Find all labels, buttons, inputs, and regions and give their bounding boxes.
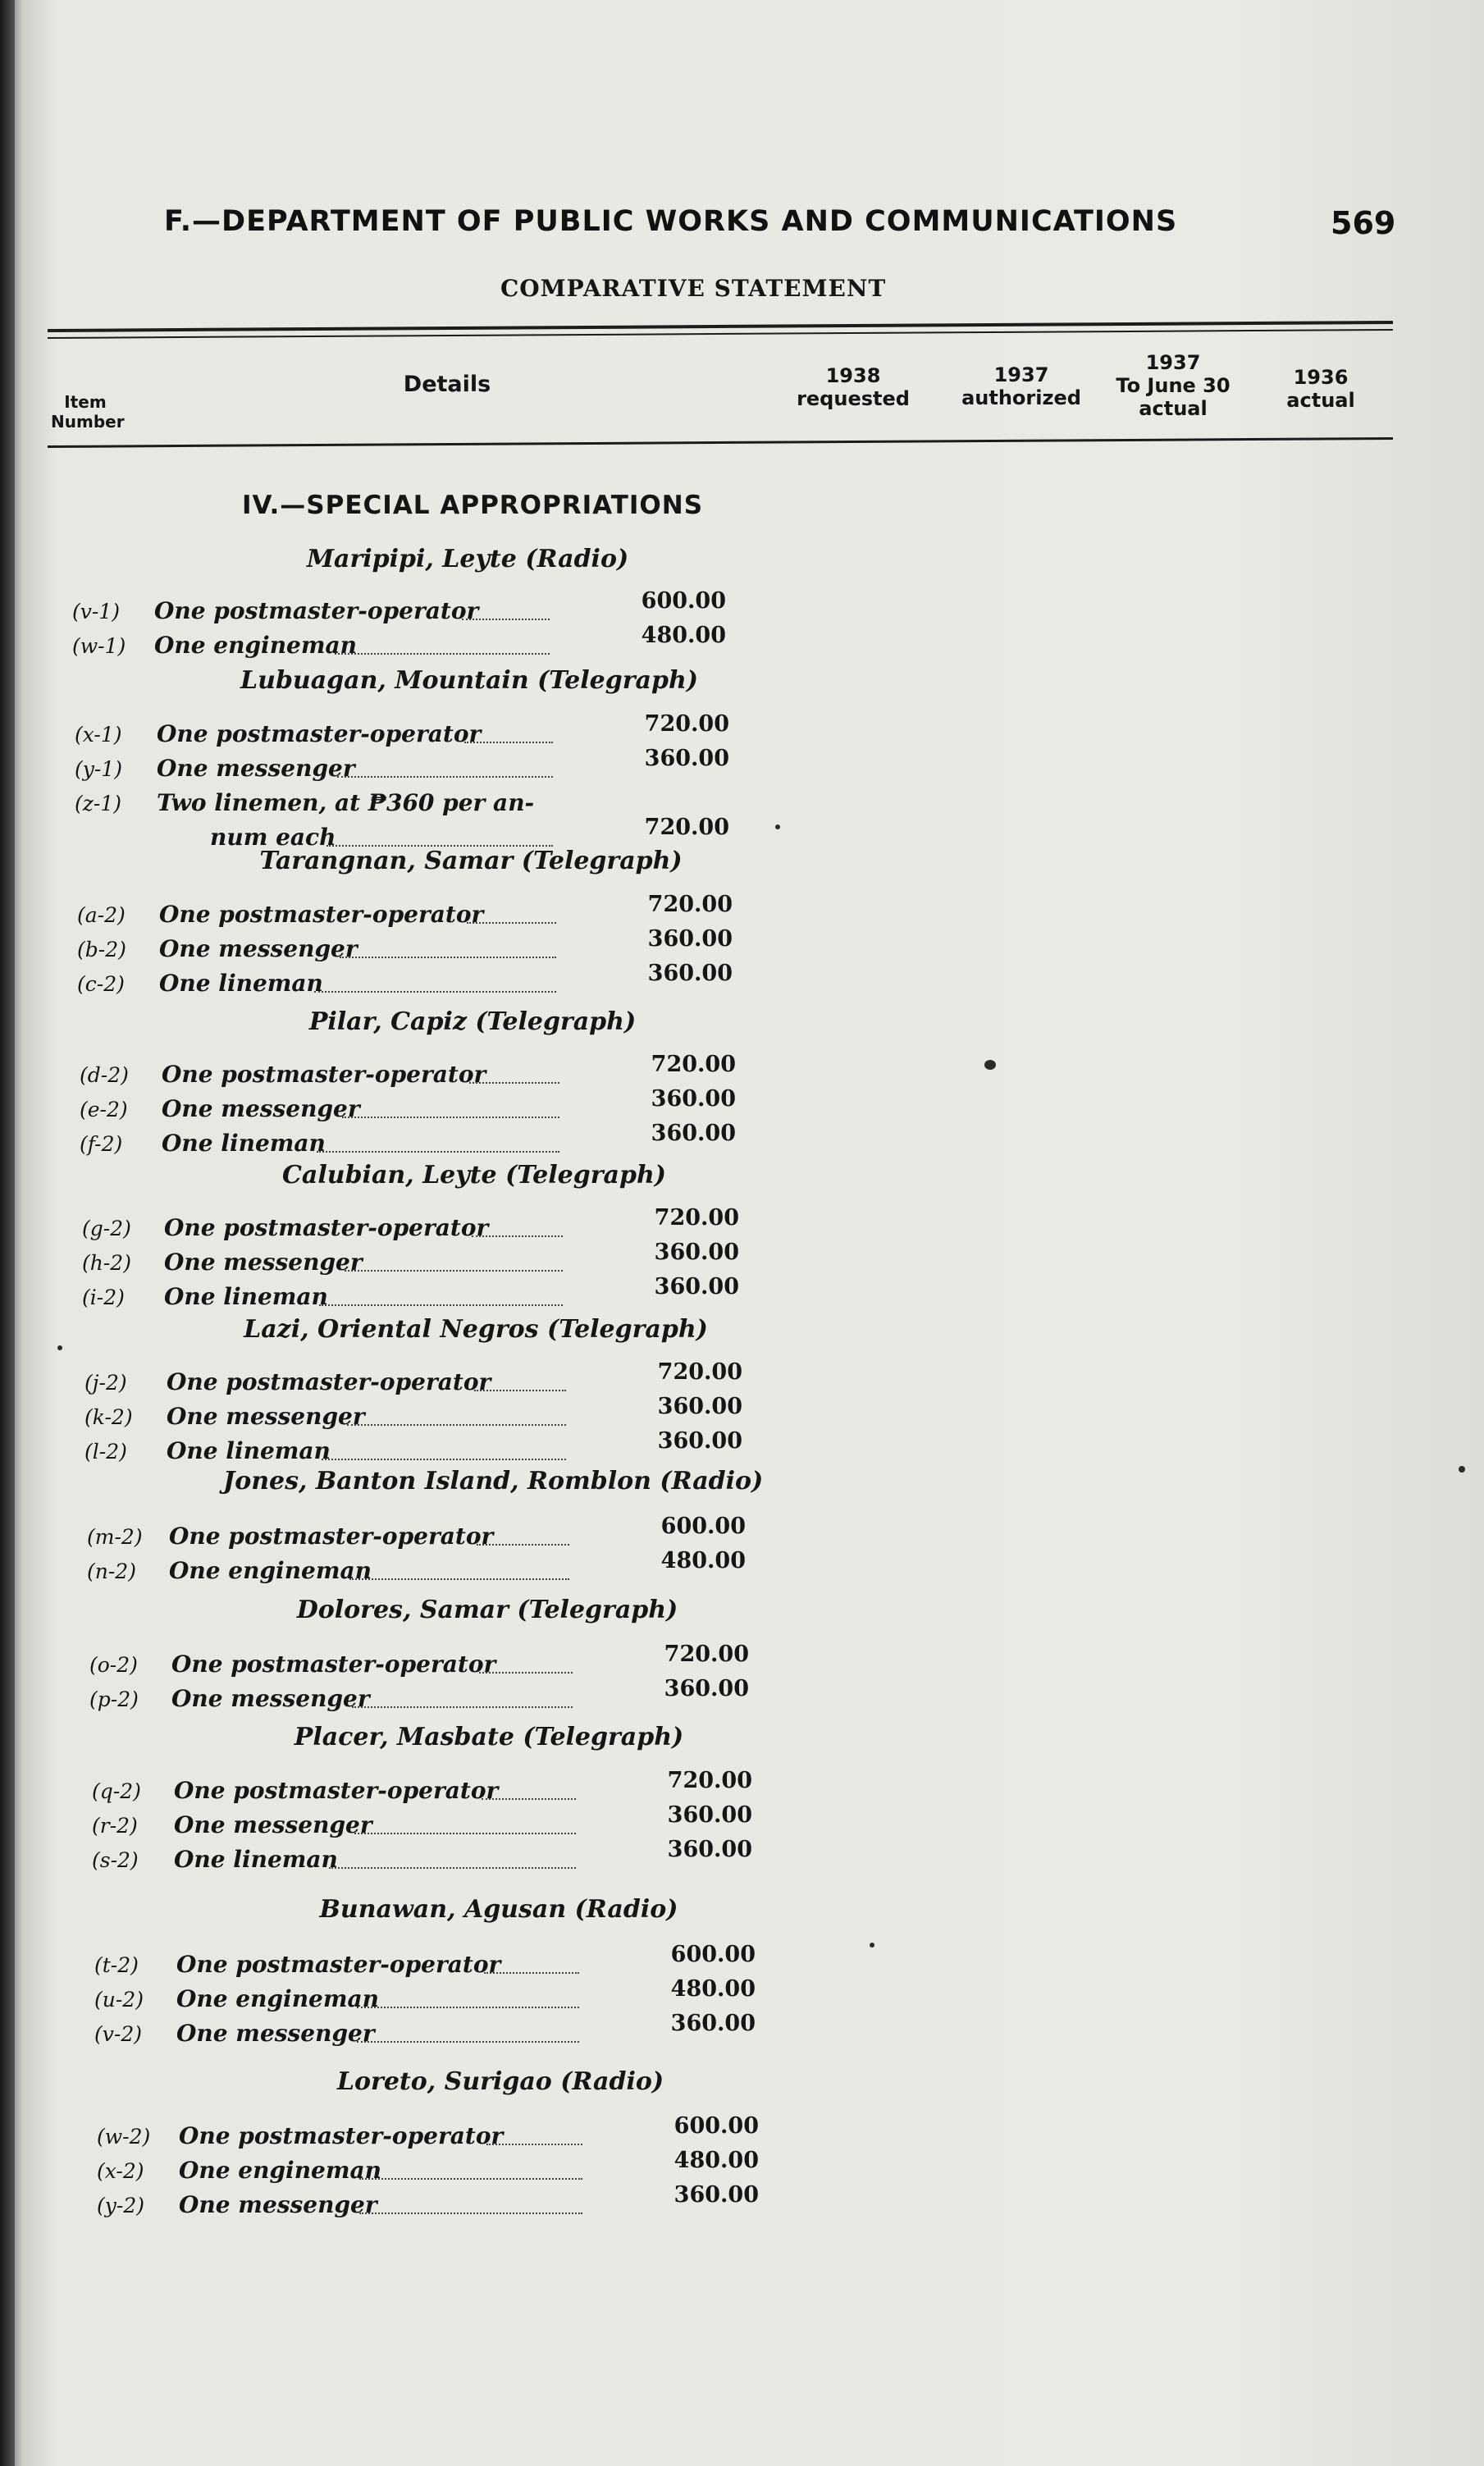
item-code: (t-2) [94,1953,139,1977]
book-spine-shadow [0,0,15,2466]
item-description: One messenger [164,1249,363,1276]
item-description: One postmaster-operator [164,1214,489,1241]
page-number: 569 [1331,205,1396,241]
item-code: (v-1) [72,600,120,623]
ink-speck [775,824,780,829]
amount-1938-requested: 360.00 [667,1837,752,1862]
appropriation-row [84,1403,365,1431]
leader-dots [474,1388,567,1391]
ink-speck [984,1060,996,1070]
appropriation-row [82,1283,328,1311]
location-name: Placer, Masbate [294,1723,514,1751]
column-header-1937-authorized: 1937 authorized [961,363,1081,409]
location-name: Loreto, Surigao [336,2067,552,2096]
amount-1938-requested: 600.00 [641,588,726,614]
ink-speck [57,1345,62,1350]
item-code: (x-1) [75,723,122,747]
location-name: Dolores, Samar [296,1596,509,1624]
leader-dots [464,740,554,743]
appropriation-row [82,1214,488,1242]
page-title: F.—DEPARTMENT OF PUBLIC WORKS AND COMMUNICATIONS [164,205,1178,238]
item-code: (b-2) [77,938,126,961]
item-code: (x-2) [97,2159,144,2183]
item-description: One messenger [167,1403,365,1430]
ink-speck [1459,1466,1465,1473]
item-code: (w-2) [97,2125,151,2149]
location-name: Lubuagan, Mountain [240,666,529,695]
amount-1938-requested: 600.00 [674,2113,759,2139]
leader-dots [462,617,550,620]
item-code: (s-2) [92,1848,139,1872]
leader-dots [486,2142,583,2145]
ink-speck [870,1943,874,1948]
leader-dots [319,1303,564,1306]
amount-1938-requested: 360.00 [654,1240,739,1265]
appropriation-row [97,2122,503,2150]
appropriation-row [77,935,358,963]
appropriation-row [94,1985,379,2013]
amount-1938-requested: 360.00 [647,961,733,986]
amount-1938-requested: 720.00 [657,1359,742,1385]
item-code: (h-2) [82,1251,131,1275]
item-code: (y-2) [97,2194,144,2217]
column-header-1938-requested: 1938 requested [797,364,910,410]
appropriation-row [80,1095,360,1123]
leader-dots [359,2176,583,2180]
amount-1938-requested: 720.00 [667,1768,752,1793]
amount-1938-requested: 360.00 [654,1274,739,1299]
column-header-item-number: Item Number [51,392,125,432]
location-name: Pilar, Capiz [308,1007,467,1036]
location-heading [212,1161,737,1190]
location-heading [210,1007,735,1036]
amount-1938-requested: 720.00 [651,1052,736,1077]
item-code: (e-2) [80,1098,128,1121]
item-description: One lineman [159,970,323,997]
amount-1938-requested: 480.00 [660,1548,746,1573]
item-code: (v-2) [94,2022,142,2046]
item-description: One lineman [162,1130,326,1157]
appropriation-row [97,2191,377,2219]
item-code: (d-2) [80,1063,129,1087]
item-description: One lineman [174,1846,338,1873]
leader-dots [357,2039,580,2043]
amount-1938-requested: 360.00 [644,746,729,771]
item-description: One postmaster-operator [159,901,484,928]
location-heading [225,1596,750,1624]
item-description: One postmaster-operator [171,1651,496,1678]
amount-1938-requested: 480.00 [641,623,726,648]
amount-1938-requested: 480.00 [674,2148,759,2173]
leader-dots [342,1115,560,1118]
leader-dots [469,1080,560,1084]
appropriation-row [84,1368,491,1396]
item-description: One messenger [162,1095,360,1122]
amount-1938-requested: 360.00 [664,1676,749,1701]
item-description: One messenger [179,2191,377,2218]
leader-dots [484,1971,580,1974]
location-heading [205,545,730,573]
item-code: (m-2) [87,1525,143,1549]
item-description: One engineman [176,1985,379,2012]
leader-dots [359,2211,583,2214]
item-description: One messenger [176,2020,375,2047]
leader-dots [349,1577,570,1580]
item-description: One postmaster-operator [162,1061,486,1088]
amount-1938-requested: 360.00 [667,1802,752,1828]
amount-1938-requested: 360.00 [674,2182,759,2208]
item-code: (u-2) [94,1988,144,2012]
location-name: Bunawan, Agusan [319,1895,567,1924]
leader-dots [477,1542,570,1546]
location-heading [223,1467,764,1496]
item-description: One messenger [174,1811,372,1838]
amount-1938-requested: 600.00 [670,1942,756,1967]
item-code: (y-1) [75,757,122,781]
location-name: Lazi, Oriental Negros [244,1315,539,1344]
amount-1938-requested: 720.00 [664,1642,749,1667]
item-description: One postmaster-operator [174,1777,499,1804]
item-code: (a-2) [77,903,126,927]
item-code: (f-2) [80,1132,123,1156]
location-heading [236,1895,761,1924]
appropriation-row [80,1061,486,1089]
appropriation-row [89,1651,495,1678]
leader-dots [357,2005,580,2008]
item-description: One engineman [179,2157,381,2184]
item-code: (j-2) [84,1371,127,1395]
location-heading [213,1315,738,1344]
appropriation-row [75,720,481,748]
appropriation-row [77,901,483,929]
item-description: One lineman [167,1437,331,1464]
item-description: One postmaster-operator [167,1368,491,1395]
station-type: (Radio) [560,2067,664,2096]
leader-dots [472,1234,564,1237]
leader-dots [335,651,550,655]
leader-dots [322,1457,567,1460]
item-description: One postmaster-operator [179,2122,504,2149]
appropriation-row [80,1130,326,1158]
appropriation-row [72,632,357,660]
item-description: One postmaster-operator [176,1951,501,1978]
item-description: One messenger [159,935,358,962]
header-rule-bottom [48,437,1393,448]
item-description: One lineman [164,1283,328,1310]
amount-1938-requested: 720.00 [654,1205,739,1231]
item-code: (l-2) [84,1440,127,1464]
item-description: One postmaster-operator [169,1523,494,1550]
column-header-details: Details [403,372,491,397]
amount-1938-requested: 360.00 [670,2011,756,2036]
leader-dots [340,955,557,958]
amount-1938-requested: 360.00 [647,926,733,952]
item-code: (k-2) [84,1405,133,1429]
amount-1938-requested: 480.00 [670,1976,756,2002]
amount-1938-requested: 720.00 [647,892,733,917]
leader-dots [317,1149,560,1153]
item-code: (i-2) [82,1286,125,1309]
column-header-1936-actual: 1936 actual [1286,366,1355,412]
station-type: (Telegraph) [521,847,683,875]
station-type: (Telegraph) [475,1007,637,1036]
item-code: (n-2) [87,1560,136,1583]
item-code: (q-2) [92,1779,141,1803]
station-type: (Radio) [660,1467,764,1496]
location-name: Calubian, Leyte [282,1161,497,1190]
location-heading [208,847,733,875]
leader-dots [467,920,557,924]
appropriation-row [72,597,478,625]
location-heading [226,1723,751,1751]
location-heading [207,666,732,695]
amount-1938-requested: 360.00 [657,1428,742,1454]
leader-dots [337,774,554,778]
item-code: (r-2) [92,1814,138,1838]
appropriation-row [92,1846,338,1874]
station-type: (Radio) [574,1895,678,1924]
amount-1938-requested: 360.00 [657,1394,742,1419]
appropriation-row [82,1249,363,1276]
appropriation-row [94,2020,375,2048]
item-code: (z-1) [75,792,122,815]
appropriation-row [89,1685,370,1713]
leader-dots [329,1865,577,1869]
appropriation-row [75,755,355,783]
appropriation-row [92,1777,498,1805]
item-code: (p-2) [89,1687,139,1711]
appropriation-row [75,789,534,817]
statement-subtitle: COMPARATIVE STATEMENT [500,275,887,302]
item-description: One engineman [154,632,357,659]
item-code: (w-1) [72,634,126,658]
amount-1938-requested: 720.00 [644,711,729,737]
leader-dots [482,1797,577,1800]
item-description: One postmaster-operator [157,720,482,747]
leader-dots [479,1670,573,1674]
amount-1938-requested: 360.00 [651,1086,736,1112]
item-description: Two linemen, at ₱360 per an- [157,789,535,816]
appropriation-row [92,1811,372,1839]
item-description: One postmaster-operator [154,597,479,624]
location-name: Maripipi, Leyte [306,545,517,573]
item-description: One messenger [171,1685,370,1712]
item-code: (o-2) [89,1653,138,1677]
appropriation-row [94,1951,500,1979]
appropriation-row [87,1523,493,1550]
appropriation-row [97,2157,381,2185]
column-header-1937-june-actual: 1937 To June 30 actual [1116,351,1231,420]
station-type: (Telegraph) [537,666,698,695]
appropriation-row [77,970,323,998]
station-type: (Telegraph) [505,1161,666,1190]
item-description: num each [210,824,336,851]
location-name: Jones, Banton Island, Romblon [223,1467,651,1496]
item-description: One engineman [169,1557,372,1584]
station-type: (Radio) [525,545,629,573]
appropriation-row [87,1557,372,1585]
station-type: (Telegraph) [547,1315,708,1344]
leader-dots [352,1705,573,1708]
item-description: One messenger [157,755,355,782]
item-code: (c-2) [77,972,125,996]
station-type: (Telegraph) [523,1723,684,1751]
leader-dots [345,1268,564,1272]
station-type: (Telegraph) [517,1596,678,1624]
leader-dots [314,989,557,993]
location-name: Tarangnan, Samar [259,847,514,875]
section-title: IV.—SPECIAL APPROPRIATIONS [242,491,704,520]
appropriation-row [84,1437,331,1465]
leader-dots [354,1831,577,1834]
amount-1938-requested: 720.00 [644,815,729,840]
location-heading [238,2067,763,2096]
item-code: (g-2) [82,1217,131,1240]
amount-1938-requested: 360.00 [651,1121,736,1146]
leader-dots [347,1423,567,1426]
amount-1938-requested: 600.00 [660,1514,746,1539]
